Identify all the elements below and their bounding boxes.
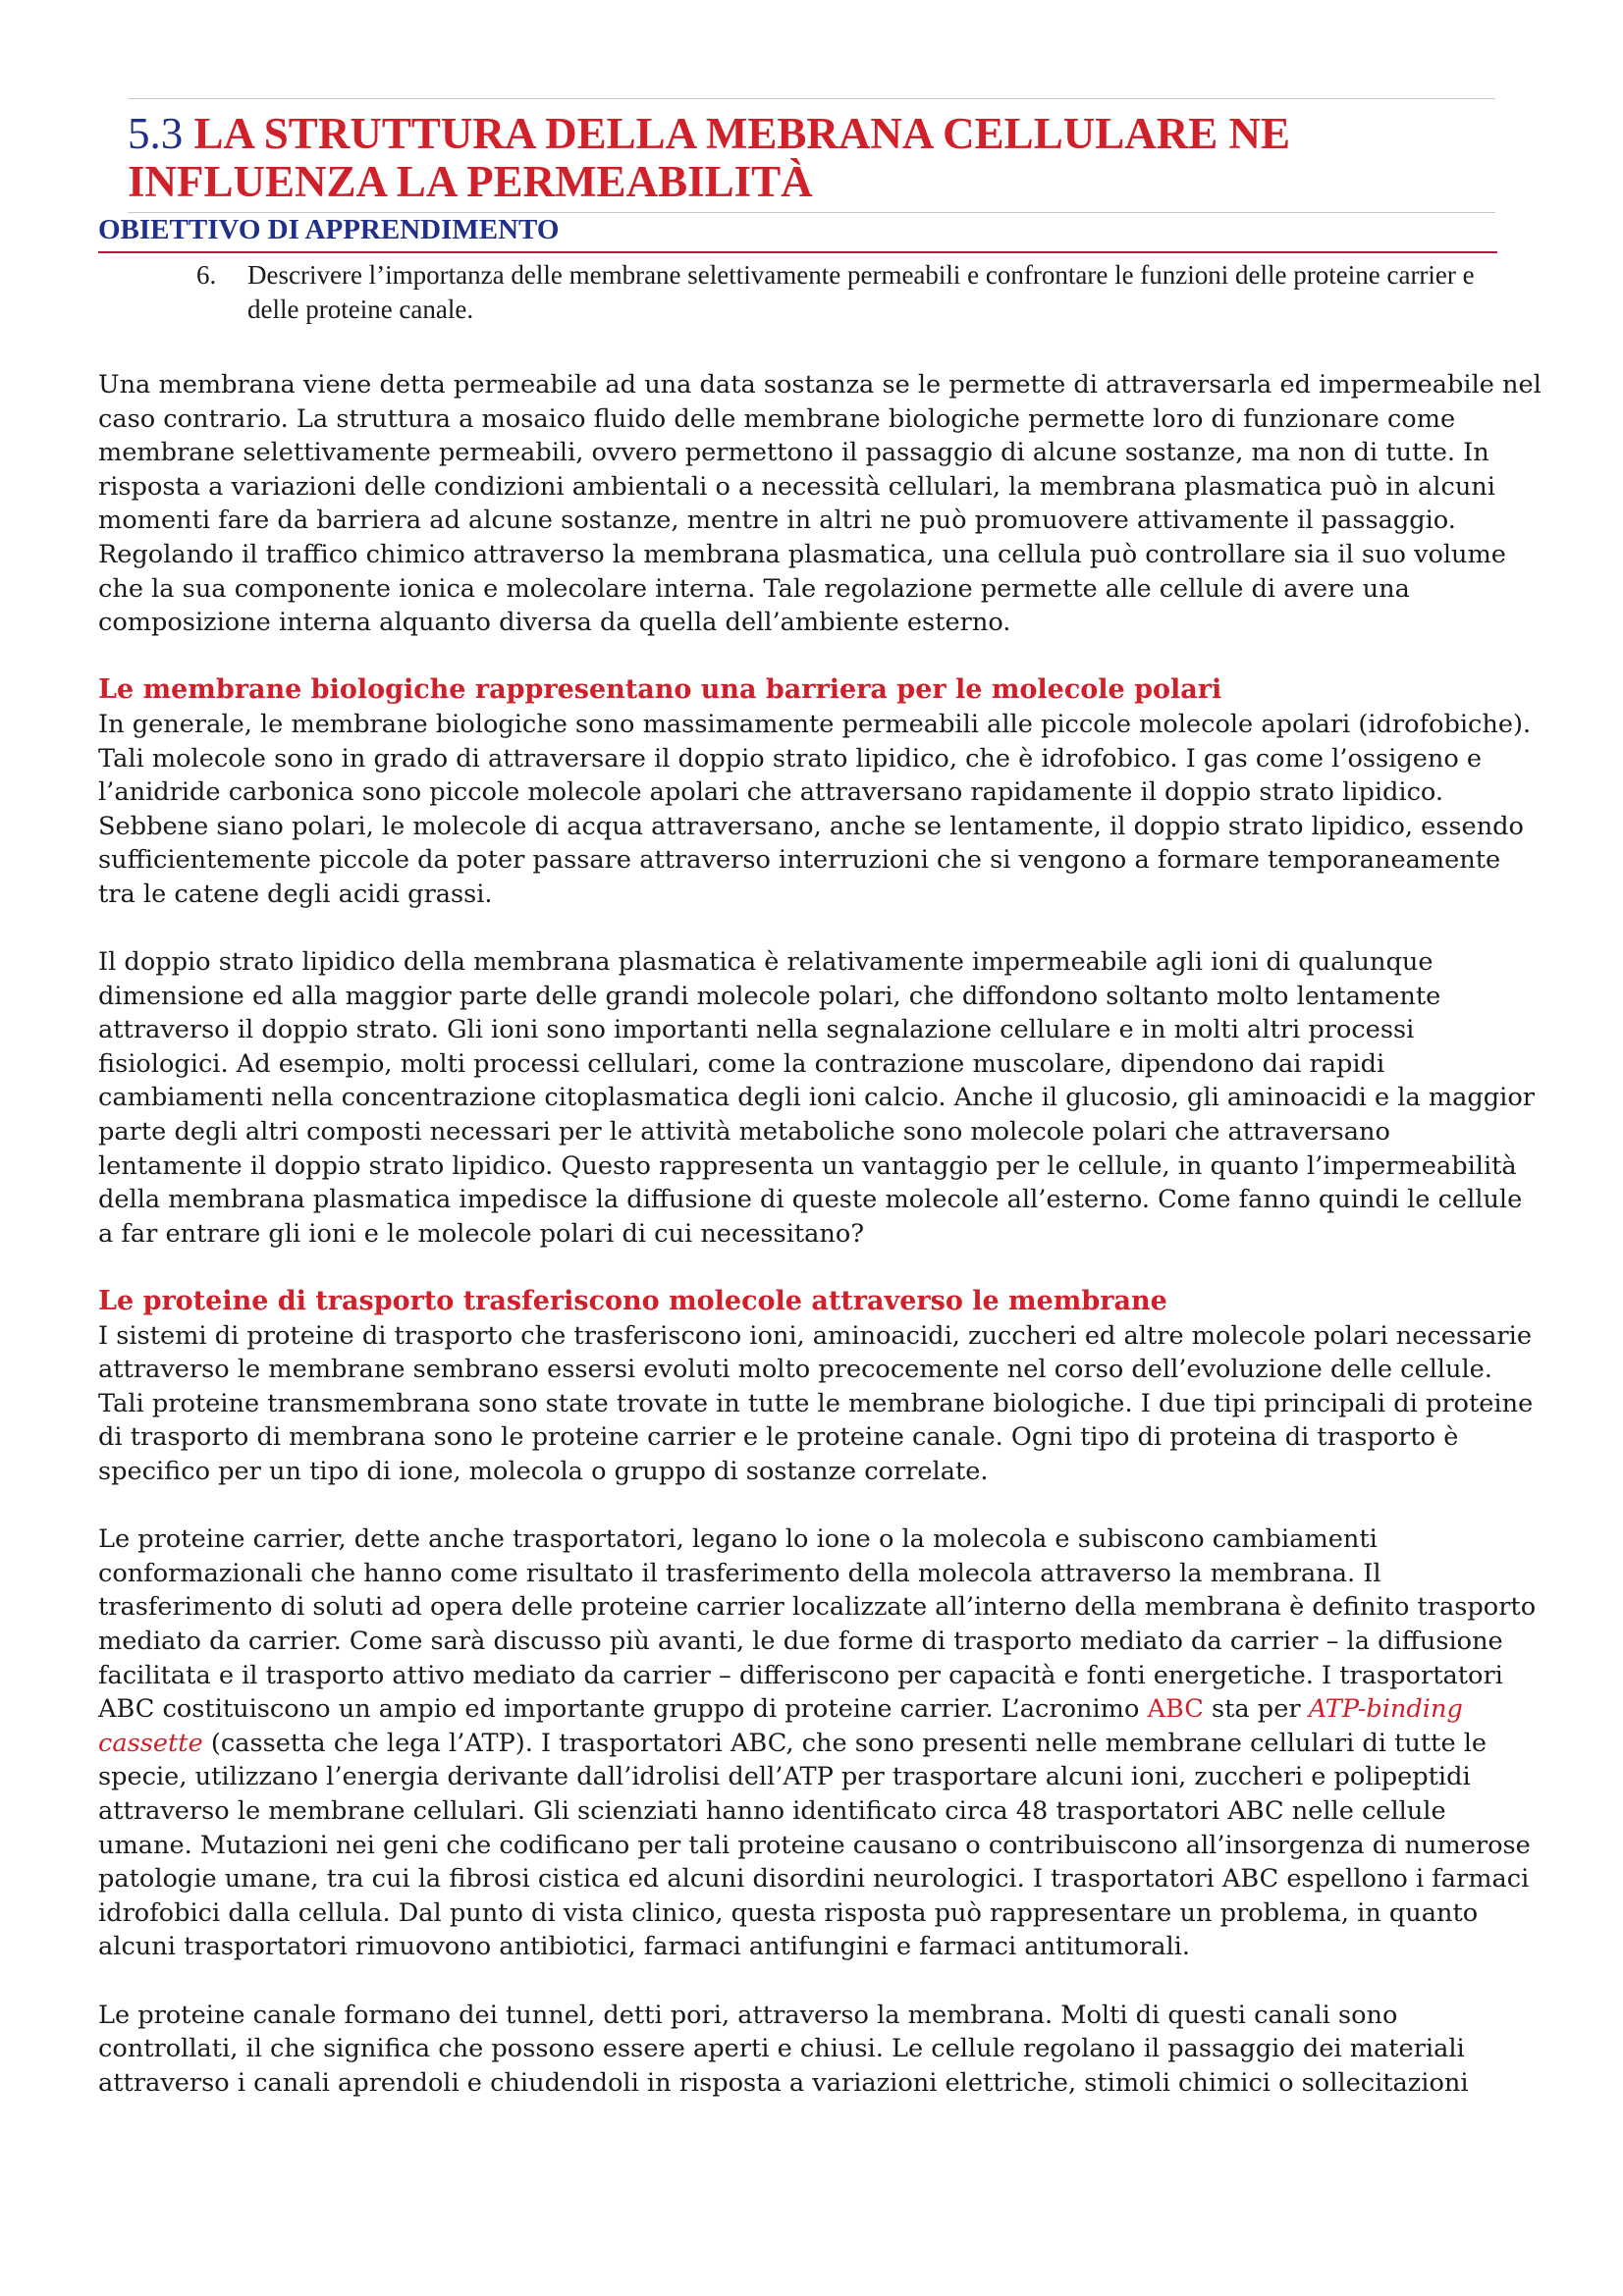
subheading: Le proteine di trasporto trasferiscono molecole attraverso le membrane — [98, 1286, 1167, 1317]
paragraph-text: Le proteine carrier, dette anche trasportatori, legano lo ione o la molecola e subiscono cambiamenti conformazionali che hanno come risultato il trasferimento della molecola attraverso la membrana. Il trasferimento di soluti ad opera delle proteine carrier localizzate all’interno della membrana è definito trasporto mediato da carrier. Come sarà discusso più avanti, le due forme di trasporto mediato da carrier – la diffusione facilitata e il trasporto attivo mediato da carrier – differiscono per capacità e fonti energetiche. I trasportatori ABC costituiscono un ampio ed importante gruppo di proteine carrier. L’acronimo — [98, 1524, 1537, 1725]
paragraph-text: (cassetta che lega l’ATP). I trasportatori ABC, che sono presenti nelle membrane cellulari di tutte le specie, utilizzano l’energia derivante dall’idrolisi dell’ATP per trasportare alcuni ioni, zuccheri e polipeptidi attraverso le membrane cellulari. Gli scienziati hanno identificato circa 48 trasportatori ABC nelle cellule umane. Mutazioni nei geni che codificano per tali proteine causano o contribuiscono all’insorgenza di numerose patologie umane, tra cui la fibrosi cistica ed alcuni disordini neurologici. I trasportatori ABC espellono i farmaci idrofobici dalla cellula. Dal punto di vista clinico, questa risposta può rappresentare un problema, in quanto alcuni trasportatori rimuovono antibiotici, farmaci antifungini e farmaci antitumorali. — [98, 1728, 1531, 1962]
section-number: 5.3 — [128, 109, 184, 158]
paragraph: Le proteine canale formano dei tunnel, detti pori, attraverso la membrana. Molti di questi canali sono controllati, il che significa che possono essere aperti e chiusi. Le cellule regolano il passaggio dei materiali attraverso i canali aprendoli e chiudendoli in risposta a variazioni elettriche, stimoli chimici o sollecitazioni — [98, 2000, 1469, 2098]
section-title-line2: INFLUENZA LA PERMEABILITÀ — [128, 157, 813, 206]
atp-binding-cassette-term[interactable]: ATP-binding cassette — [98, 1694, 1463, 1758]
objective-divider — [98, 251, 1497, 253]
paragraph-text: sta per — [1203, 1694, 1309, 1725]
objective-item — [196, 258, 1502, 327]
abc-link[interactable]: ABC — [1147, 1694, 1204, 1725]
objective-item-text: Descrivere l’importanza delle membrane selettivamente permeabili e confrontare le funzioni delle proteine carrier e delle proteine canale. — [247, 260, 1475, 324]
subheading: Le membrane biologiche rappresentano una barriera per le molecole polari — [98, 674, 1222, 706]
objective-item-number: 6. — [196, 260, 217, 290]
paragraph: Una membrana viene detta permeabile ad una data sostanza se le permette di attraversarla ed impermeabile nel caso contrario. La struttura a mosaico fluido delle membrane biologiche permette loro di funzionare come membrane selettivamente permeabili, ovvero permettono il passaggio di alcune sostanze, ma non di tutte. In risposta a variazioni delle condizioni ambientali o a necessità cellulari, la membrana plasmatica può in alcuni momenti fare da barriera ad alcune sostanze, mentre in altri ne può promuovere attivamente il passaggio. Regolando il traffico chimico attraverso la membrana plasmatica, una cellula può controllare sia il suo volume che la sua componente ionica e molecolare interna. Tale regolazione permette alle cellule di avere una composizione interna alquanto diversa da quella dell’ambiente esterno. — [98, 370, 1542, 638]
paragraph: In generale, le membrane biologiche sono massimamente permeabili alle piccole molecole apolari (idrofobiche). Tali molecole sono in grado di attraversare il doppio strato lipidico, che è idrofobico. I gas come l’ossigeno e l’anidride carbonica sono piccole molecole apolari che attraversano rapidamente il doppio strato lipidico. Sebbene siano polari, le molecole di acqua attraversano, anche se lentamente, il doppio strato lipidico, essendo sufficientemente piccole da poter passare attraverso interruzioni che si vengono a formare temporaneamente tra le catene degli acidi grassi. — [98, 709, 1532, 909]
section-title — [128, 110, 1502, 206]
paragraph — [98, 1522, 1542, 1964]
section-title-line1: LA STRUTTURA DELLA MEBRANA CELLULARE NE — [193, 109, 1290, 158]
body-text — [98, 368, 1542, 2134]
paragraph: I sistemi di proteine di trasporto che trasferiscono ioni, aminoacidi, zuccheri ed altre molecole polari necessarie attraverso le membrane sembrano essersi evoluti molto precocemente nel corso dell’evoluzione delle cellule. Tali proteine transmembrana sono state trovate in tutte le membrane biologiche. I due tipi principali di proteine di trasporto di membrana sono le proteine carrier e le proteine canale. Ogni tipo di proteina di trasporto è specifico per un tipo di ione, molecola o gruppo di sostanze correlate. — [98, 1320, 1534, 1486]
objective-heading: OBIETTIVO DI APPRENDIMENTO — [98, 214, 560, 245]
top-divider — [128, 98, 1495, 99]
paragraph: Il doppio strato lipidico della membrana plasmatica è relativamente impermeabile agli ioni di qualunque dimensione ed alla maggior parte delle grandi molecole polari, che diffondono soltanto molto lentamente attraverso il doppio strato. Gli ioni sono importanti nella segnalazione cellulare e in molti altri processi fisiologici. Ad esempio, molti processi cellulari, come la contrazione muscolare, dipendono dai rapidi cambiamenti nella concentrazione citoplasmatica degli ioni calcio. Anche il glucosio, gli aminoacidi e la maggior parte degli altri composti necessari per le attività metaboliche sono molecole polari che attraversano lentamente il doppio strato lipidico. Questo rappresenta un vantaggio per le cellule, in quanto l’impermeabilità della membrana plasmatica impedisce la diffusione di queste molecole all’esterno. Come fanno quindi le cellule a far entrare gli ioni e le molecole polari di cui necessitano? — [98, 947, 1535, 1249]
